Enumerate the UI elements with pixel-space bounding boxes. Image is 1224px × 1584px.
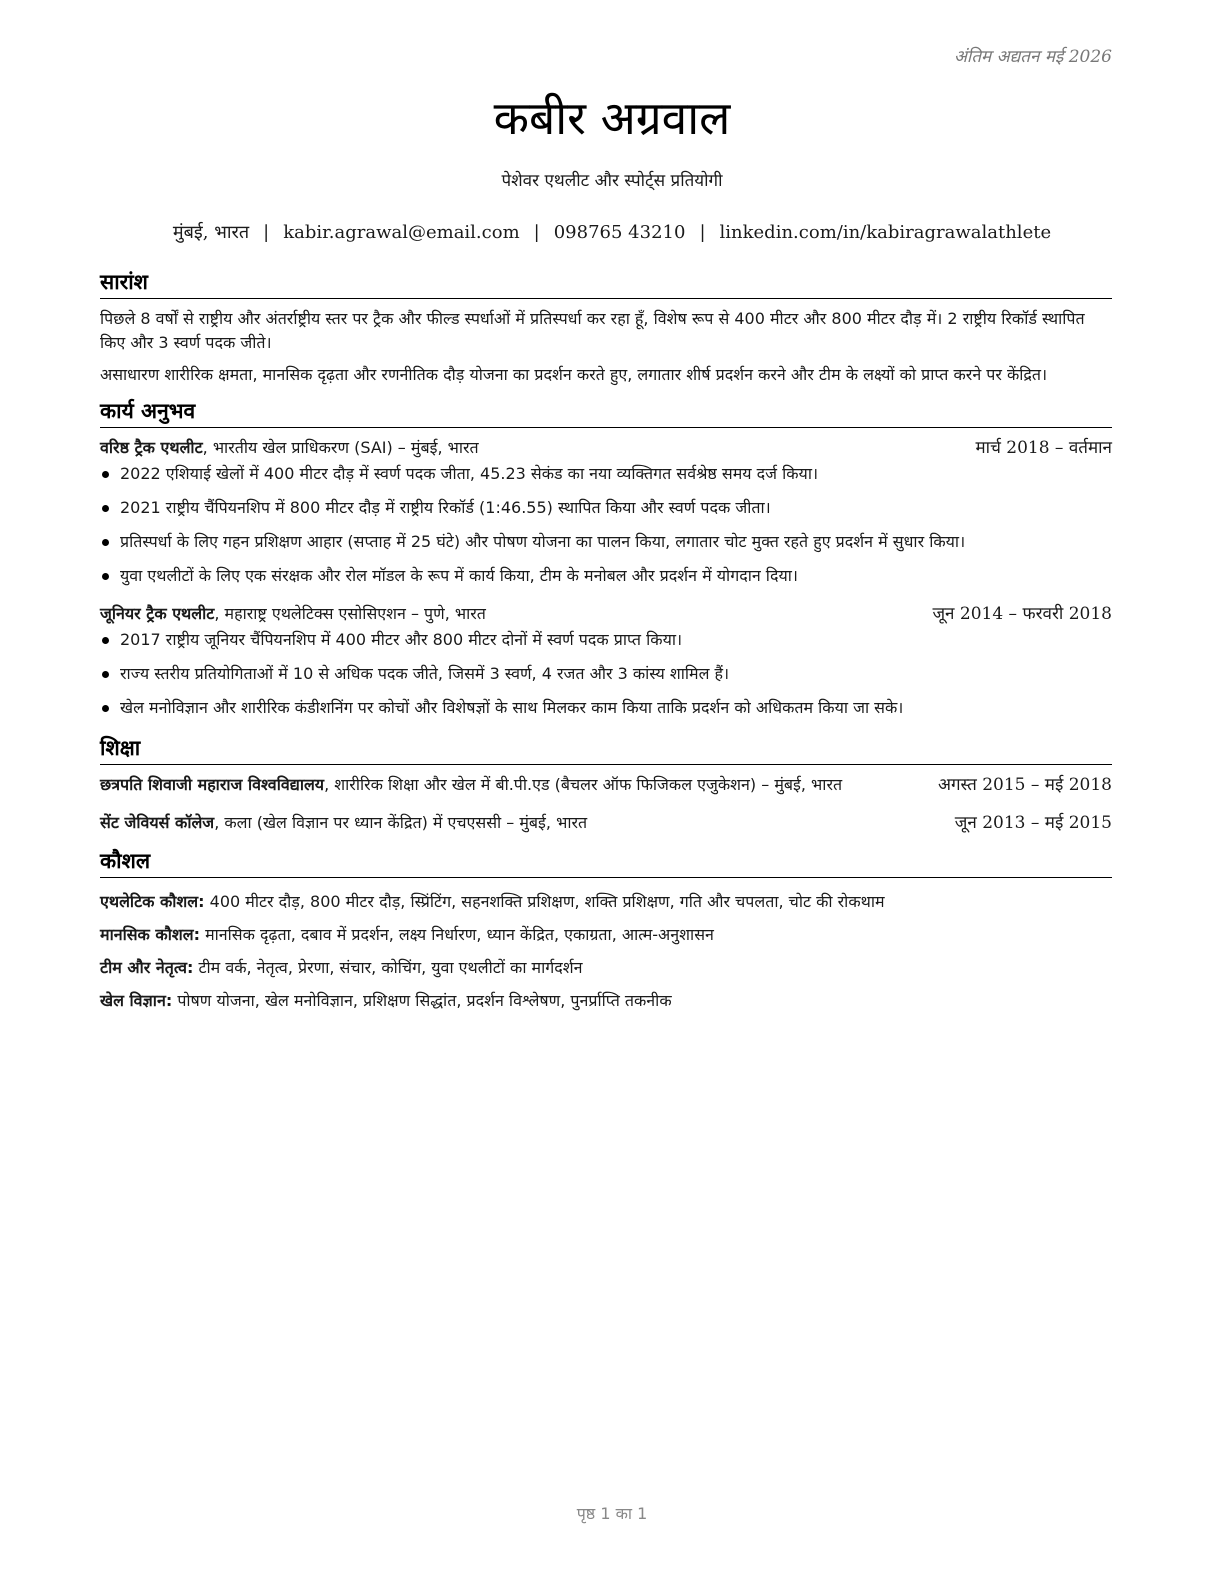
job-title-line [100,602,932,626]
job-entry [100,602,1112,720]
contact-location: मुंबई, भारत [172,222,250,243]
list-item [100,696,1112,720]
skill-value: पोषण योजना, खेल मनोविज्ञान, प्रशिक्षण सिद्धांत, प्रदर्शन विश्लेषण, पुनर्प्राप्ति तकनीक [172,991,672,1010]
list-item [100,628,1112,652]
job-bullets [100,462,1112,588]
bullet-text: खेल मनोविज्ञान और शारीरिक कंडीशनिंग पर कोचों और विशेषज्ञों के साथ मिलकर काम किया ताकि प्रदर्शन को अधिकतम किया जा सके। [120,698,904,717]
list-item [100,564,1112,588]
job-header [100,602,1112,626]
job-role: वरिष्ठ ट्रैक एथलीट [100,438,203,457]
bullet-icon [102,637,109,644]
education-detail: , शारीरिक शिक्षा और खेल में बी.पी.एड (बैचलर ऑफ फिजिकल एजुकेशन) – मुंबई, भारत [324,775,843,794]
education-heading: शिक्षा [100,734,1112,765]
contact-separator: | [533,222,540,243]
job-org: , भारतीय खेल प्राधिकरण (SAI) – मुंबई, भारत [202,438,479,457]
bullet-text: राज्य स्तरीय प्रतियोगिताओं में 10 से अधिक पदक जीते, जिसमें 3 स्वर्ण, 4 रजत और 3 कांस्य शामिल हैं। [120,664,730,683]
job-dates: मार्च 2018 – वर्तमान [975,438,1112,458]
job-bullets [100,628,1112,720]
education-entry [100,811,1112,835]
skill-value: टीम वर्क, नेतृत्व, प्रेरणा, संचार, कोचिंग, युवा एथलीटों का मार्गदर्शन [193,958,583,977]
bullet-icon [102,573,109,580]
bullet-icon [102,671,109,678]
bullet-icon [102,539,109,546]
job-header [100,436,1112,460]
skill-label: टीम और नेतृत्व: [100,958,194,977]
contact-separator: | [263,222,270,243]
bullet-text: युवा एथलीटों के लिए एक संरक्षक और रोल मॉडल के रूप में कार्य किया, टीम के मनोबल और प्रदर्शन में योगदान दिया। [120,566,798,585]
skills-heading: कौशल [100,847,1112,878]
candidate-title: पेशेवर एथलीट और स्पोर्ट्स प्रतियोगी [501,171,723,191]
bullet-text: प्रतिस्पर्धा के लिए गहन प्रशिक्षण आहार (सप्ताह में 25 घंटे) और पोषण योजना का पालन किया, लगातार चोट मुक्त रहते हुए प्रदर्शन में सुधार किया। [120,532,966,551]
bullet-icon [102,471,109,478]
contact-linkedin[interactable]: linkedin.com/in/kabiragrawalathlete [719,222,1052,243]
summary-paragraph: पिछले 8 वर्षों से राष्ट्रीय और अंतर्राष्ट्रीय स्तर पर ट्रैक और फील्ड स्पर्धाओं में प्रतिस्पर्धा कर रहा हूँ, विशेष रूप से 400 मीटर और 800 मीटर दौड़ में। 2 राष्ट्रीय रिकॉर्ड स्थापित किए और 3 स्वर्ण पदक जीते। [100,309,1085,352]
list-item [100,496,1112,520]
skill-line [100,923,1112,947]
summary-heading: सारांश [100,268,1112,299]
contact-email[interactable]: kabir.agrawal@email.com [283,222,520,243]
list-item [100,530,1112,554]
job-org: , महाराष्ट्र एथलेटिक्स एसोसिएशन – पुणे, भारत [214,604,486,623]
skill-value: मानसिक दृढ़ता, दबाव में प्रदर्शन, लक्ष्य निर्धारण, ध्यान केंद्रित, एकाग्रता, आत्म-अनुशासन [199,925,714,944]
skill-line [100,890,1112,914]
page-number: पृष्ठ 1 का 1 [576,1504,648,1523]
skill-label: एथलेटिक कौशल: [100,892,205,911]
last-updated: अंतिम अद्यतन मई 2026 [953,47,1112,67]
education-dates: अगस्त 2015 – मई 2018 [937,775,1112,795]
job-entry [100,436,1112,588]
education-dates: जून 2013 – मई 2015 [954,813,1112,833]
skill-value: 400 मीटर दौड़, 800 मीटर दौड़, स्प्रिंटिंग, सहनशक्ति प्रशिक्षण, शक्ति प्रशिक्षण, गति और चपलता, चोट की रोकथाम [204,892,885,911]
education-school: छत्रपति शिवाजी महाराज विश्वविद्यालय [100,775,325,794]
list-item [100,462,1112,486]
bullet-icon [102,505,109,512]
contact-separator: | [699,222,706,243]
skill-line [100,989,1112,1013]
education-entry [100,773,1112,797]
bullet-text: 2022 एशियाई खेलों में 400 मीटर दौड़ में स्वर्ण पदक जीता, 45.23 सेकंड का नया व्यक्तिगत सर्वश्रेष्ठ समय दर्ज किया। [120,464,819,483]
experience-heading: कार्य अनुभव [100,397,1112,428]
bullet-icon [102,705,109,712]
skill-label: खेल विज्ञान: [100,991,173,1010]
list-item [100,662,1112,686]
bullet-text: 2017 राष्ट्रीय जूनियर चैंपियनशिप में 400 मीटर और 800 मीटर दोनों में स्वर्ण पदक प्राप्त किया। [120,630,683,649]
education-line [100,773,938,797]
contact-line [0,220,1224,244]
education-detail: , कला (खेल विज्ञान पर ध्यान केंद्रित) में एचएससी – मुंबई, भारत [214,813,588,832]
skill-line [100,956,1112,980]
skill-label: मानसिक कौशल: [100,925,200,944]
resume-content [100,268,1112,1022]
contact-phone[interactable]: 098765 43210 [553,222,686,243]
job-title-line [100,436,976,460]
candidate-name: कबीर अग्रवाल [493,91,731,145]
summary-paragraph: असाधारण शारीरिक क्षमता, मानसिक दृढ़ता और रणनीतिक दौड़ योजना का प्रदर्शन करते हुए, लगातार शीर्ष प्रदर्शन करने और टीम के लक्ष्यों को प्राप्त करने पर केंद्रित। [100,365,1048,384]
job-role: जूनियर ट्रैक एथलीट [100,604,215,623]
bullet-text: 2021 राष्ट्रीय चैंपियनशिप में 800 मीटर दौड़ में राष्ट्रीय रिकॉर्ड (1:46.55) स्थापित किया और स्वर्ण पदक जीता। [120,498,771,517]
education-line [100,811,955,835]
education-school: सेंट जेवियर्स कॉलेज [100,813,215,832]
job-dates: जून 2014 – फरवरी 2018 [932,604,1112,624]
